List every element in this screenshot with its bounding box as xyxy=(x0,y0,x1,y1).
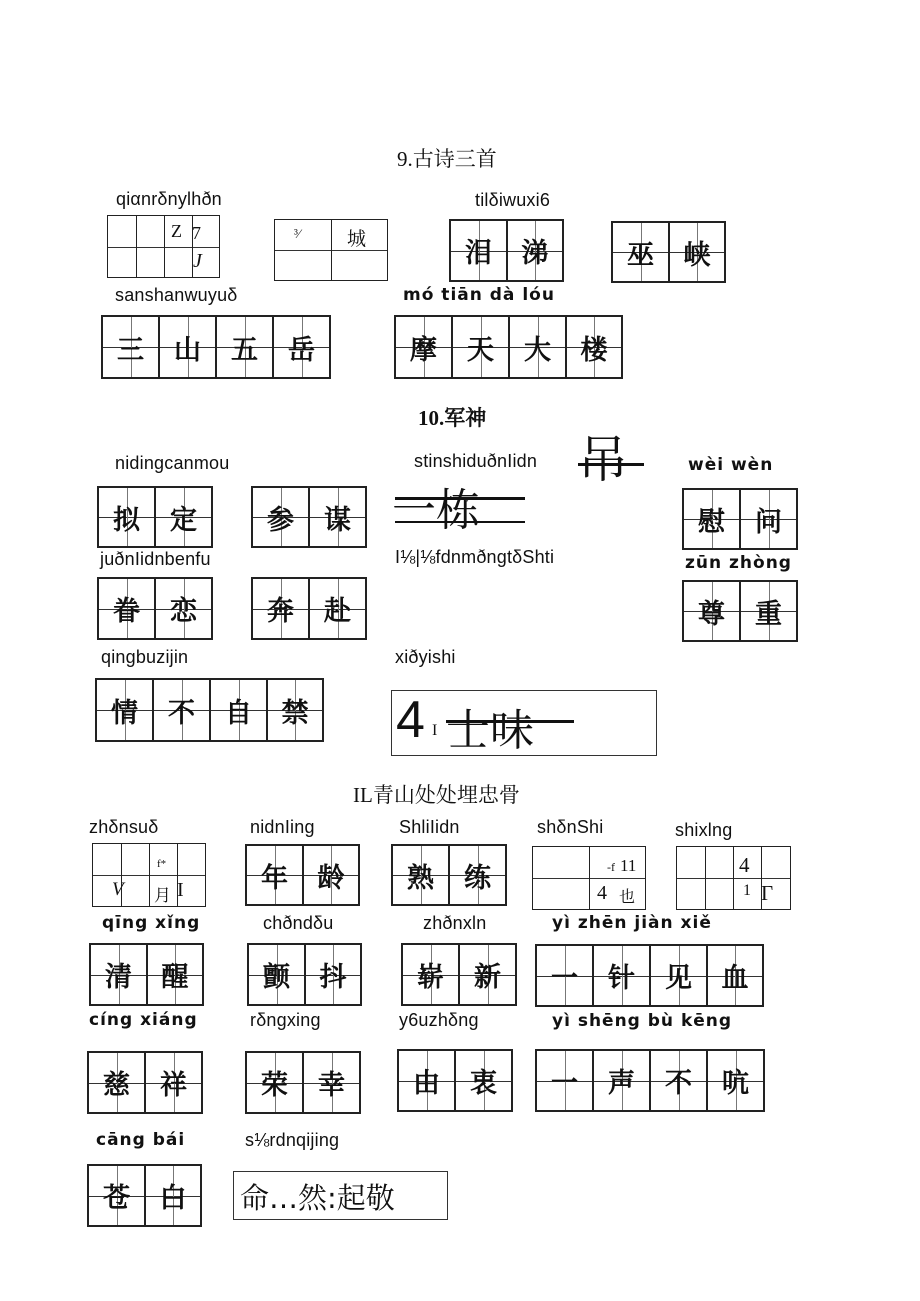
fragment-text: I xyxy=(177,879,184,901)
char: 由 xyxy=(413,1068,440,1099)
fragment-text: J xyxy=(193,250,202,272)
pinyin-label: shδnShi xyxy=(537,817,604,837)
fragment-text: Γ xyxy=(761,881,774,905)
char: 泪 xyxy=(465,238,492,269)
char-grid xyxy=(535,944,764,1007)
char-grid xyxy=(247,943,362,1006)
fragment-text: 也 xyxy=(619,889,636,906)
pinyin-label: qingbuzijin xyxy=(101,647,189,667)
char: 一 xyxy=(551,1068,578,1099)
char: 颤 xyxy=(263,962,290,993)
char: 问 xyxy=(755,506,782,538)
char: 拟 xyxy=(113,504,140,536)
fragment-text: 命…然:起敬 xyxy=(240,1181,395,1215)
char-grid xyxy=(101,315,331,379)
char-grid xyxy=(95,678,324,742)
fragment-text: 4 xyxy=(739,853,750,877)
pinyin-label: zūn zhòng xyxy=(685,553,792,573)
fragment-text: -f xyxy=(607,860,615,874)
pinyin-label: tilδiwuxi6 xyxy=(475,190,551,210)
char-grid xyxy=(682,580,798,642)
char: 尊 xyxy=(698,598,725,630)
char-grid xyxy=(397,1049,513,1112)
fragment-text: V xyxy=(112,879,124,900)
char: 三 xyxy=(117,334,144,366)
fragment-text: 一栋 xyxy=(392,485,480,536)
char: 熟 xyxy=(407,862,434,894)
fragment-text: 11 xyxy=(620,856,637,875)
char: 幸 xyxy=(318,1070,345,1101)
char: 衷 xyxy=(470,1068,497,1099)
char: 苍 xyxy=(103,1183,130,1214)
fragment-text: 士味 xyxy=(446,705,534,756)
lesson-9-title: 9.古诗三首 xyxy=(397,147,497,171)
pinyin-label: rδngxing xyxy=(250,1010,321,1030)
fragment-text: I xyxy=(432,722,438,739)
char-grid xyxy=(391,844,507,906)
strike-line xyxy=(578,463,644,466)
char: 针 xyxy=(608,963,635,994)
char-grid xyxy=(107,215,220,278)
pinyin-label: mó tiān dà lóu xyxy=(403,285,555,305)
char: 祥 xyxy=(160,1070,187,1101)
pinyin-label: y6uzhδng xyxy=(399,1010,479,1030)
char: 吭 xyxy=(722,1068,749,1099)
char: 峡 xyxy=(683,239,711,271)
char: 不 xyxy=(168,697,195,729)
char-grid xyxy=(611,221,726,283)
fragment-text: f* xyxy=(157,858,167,870)
char: 天 xyxy=(467,334,494,366)
char-grid xyxy=(87,1051,203,1114)
char: 楼 xyxy=(580,334,608,366)
fragment-text: ³⁄ xyxy=(294,226,301,241)
fragment-text: 4 xyxy=(597,882,607,904)
fragment-text: 吊 xyxy=(578,431,628,489)
pinyin-label: zhδnsuδ xyxy=(89,817,159,837)
strike-line xyxy=(395,497,525,500)
pinyin-label: chðndδu xyxy=(263,913,334,933)
char: 血 xyxy=(721,963,749,994)
char: 五 xyxy=(231,334,258,366)
char-grid xyxy=(245,1051,361,1114)
pinyin-label: juðnIidnbenfu xyxy=(100,549,211,569)
strike-line xyxy=(395,521,525,523)
char: 禁 xyxy=(281,697,309,729)
char-grid xyxy=(97,486,213,548)
lesson-10-title: 10.军神 xyxy=(418,406,487,430)
char: 参 xyxy=(267,504,294,536)
fragment-text: Z xyxy=(171,221,182,241)
char: 恋 xyxy=(170,596,197,627)
char-grid xyxy=(535,1049,765,1112)
pinyin-label: ShliIidn xyxy=(399,817,460,837)
pinyin-label: stinshiduðnIidn xyxy=(414,451,538,471)
char: 摩 xyxy=(410,334,437,366)
char-grid xyxy=(245,844,360,906)
char: 眷 xyxy=(113,596,140,627)
fragment-text: 1 xyxy=(743,882,751,899)
pinyin-label: nidingcanmou xyxy=(115,453,230,473)
char: 声 xyxy=(608,1068,635,1099)
pinyin-label: cíng xiáng xyxy=(89,1010,198,1030)
char: 抖 xyxy=(319,962,347,993)
char: 一 xyxy=(551,963,578,994)
char: 崭 xyxy=(417,962,444,993)
char: 重 xyxy=(755,598,782,630)
lesson-11-title: IL青山处处埋忠骨 xyxy=(353,783,520,807)
pinyin-label: zhðnxln xyxy=(423,913,487,933)
char: 谋 xyxy=(324,504,351,536)
fragment-text: 城 xyxy=(347,229,367,250)
char: 定 xyxy=(170,504,197,536)
strike-line xyxy=(446,720,574,723)
char: 荣 xyxy=(261,1070,288,1101)
fragment-text: 4 xyxy=(396,691,425,749)
char: 年 xyxy=(261,862,288,894)
char: 岳 xyxy=(288,334,315,366)
char-grid xyxy=(92,843,206,907)
char-grid xyxy=(251,486,367,548)
char-grid xyxy=(87,1164,202,1227)
char: 不 xyxy=(665,1068,692,1099)
pinyin-label: nidnIing xyxy=(250,817,315,837)
char: 清 xyxy=(105,962,132,993)
pinyin-label: qīng xǐng xyxy=(102,913,201,933)
pinyin-label: yì zhēn jiàn xiě xyxy=(552,913,712,933)
char: 见 xyxy=(665,963,692,994)
pinyin-label: sanshanwuyuδ xyxy=(115,285,238,305)
pinyin-label: qiαnrδnylhðn xyxy=(116,189,222,209)
fragment-text: 月 xyxy=(154,886,171,905)
char: 情 xyxy=(111,697,138,729)
char-grid xyxy=(97,577,213,640)
char: 山 xyxy=(174,334,201,366)
pinyin-label: yì shēng bù kēng xyxy=(552,1011,733,1031)
char-grid xyxy=(449,219,564,282)
char: 新 xyxy=(474,962,501,993)
char-grid xyxy=(682,488,798,550)
char: 慰 xyxy=(698,506,725,538)
pinyin-label: shixlng xyxy=(675,820,733,840)
char: 醒 xyxy=(161,962,189,993)
pinyin-label: wèi wèn xyxy=(688,455,774,475)
pinyin-label: s⅛rdnqijing xyxy=(245,1130,340,1150)
char: 练 xyxy=(464,862,491,894)
char: 自 xyxy=(225,697,252,729)
pinyin-label: xiðyishi xyxy=(395,647,456,667)
char-grid xyxy=(251,577,367,640)
char: 大 xyxy=(524,334,551,366)
char-grid xyxy=(89,943,204,1006)
char: 龄 xyxy=(317,862,345,894)
char-grid xyxy=(274,219,388,281)
char-grid xyxy=(394,315,623,379)
char: 赴 xyxy=(324,596,351,627)
char-grid xyxy=(676,846,791,910)
pinyin-label: I⅛|⅛fdnmðngtδShti xyxy=(395,547,555,567)
fragment-text: 7 xyxy=(192,223,201,243)
char: 巫 xyxy=(627,239,654,271)
char: 慈 xyxy=(103,1070,130,1101)
char: 奔 xyxy=(267,596,294,627)
pinyin-label: cāng bái xyxy=(96,1130,186,1150)
char: 涕 xyxy=(521,238,549,269)
char-grid xyxy=(401,943,517,1006)
char: 白 xyxy=(159,1183,187,1214)
